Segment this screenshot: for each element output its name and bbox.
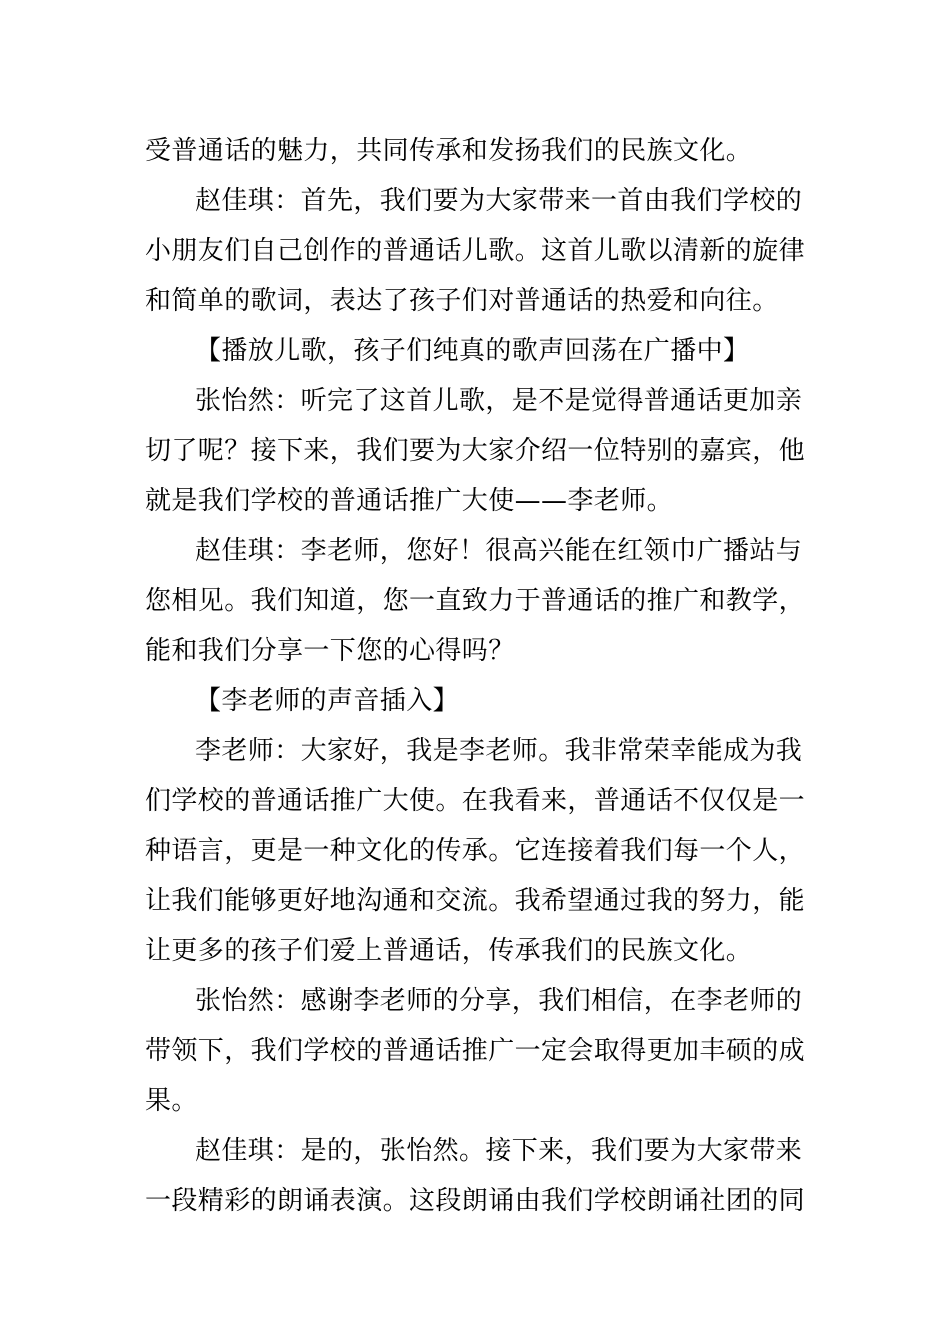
text-line: 张怡然：听完了这首儿歌，是不是觉得普通话更加亲 xyxy=(195,386,803,416)
text-line: 果。 xyxy=(145,1086,198,1116)
text-line: 您相见。我们知道，您一直致力于普通话的推广和教学， xyxy=(145,586,806,616)
text-line: 小朋友们自己创作的普通话儿歌。这首儿歌以清新的旋律 xyxy=(145,236,806,266)
text-line: 受普通话的魅力，共同传承和发扬我们的民族文化。 xyxy=(145,136,753,166)
text-line: 赵佳琪：是的，张怡然。接下来，我们要为大家带来 xyxy=(195,1136,803,1166)
text-line: 赵佳琪：李老师，您好！很高兴能在红领巾广播站与 xyxy=(195,536,803,566)
text-line: 李老师：大家好，我是李老师。我非常荣幸能成为我 xyxy=(195,736,803,766)
text-line: 能和我们分享一下您的心得吗？ xyxy=(145,636,515,666)
stage-direction: 【李老师的声音插入】 xyxy=(195,686,460,716)
text-line: 种语言，更是一种文化的传承。它连接着我们每一个人， xyxy=(145,836,806,866)
text-line: 就是我们学校的普通话推广大使——李老师。 xyxy=(145,486,674,516)
stage-direction: 【播放儿歌，孩子们纯真的歌声回荡在广播中】 xyxy=(195,336,750,366)
text-line: 切了呢？接下来，我们要为大家介绍一位特别的嘉宾，他 xyxy=(145,436,806,466)
text-line: 让更多的孩子们爱上普通话，传承我们的民族文化。 xyxy=(145,936,753,966)
text-line: 一段精彩的朗诵表演。这段朗诵由我们学校朗诵社团的同 xyxy=(145,1186,806,1216)
text-line: 赵佳琪：首先，我们要为大家带来一首由我们学校的 xyxy=(195,186,803,216)
text-line: 张怡然：感谢李老师的分享，我们相信，在李老师的 xyxy=(195,986,803,1016)
text-line: 们学校的普通话推广大使。在我看来，普通话不仅仅是一 xyxy=(145,786,806,816)
text-line: 带领下，我们学校的普通话推广一定会取得更加丰硕的成 xyxy=(145,1036,806,1066)
text-line: 让我们能够更好地沟通和交流。我希望通过我的努力，能 xyxy=(145,886,806,916)
text-line: 和简单的歌词，表达了孩子们对普通话的热爱和向往。 xyxy=(145,286,779,316)
